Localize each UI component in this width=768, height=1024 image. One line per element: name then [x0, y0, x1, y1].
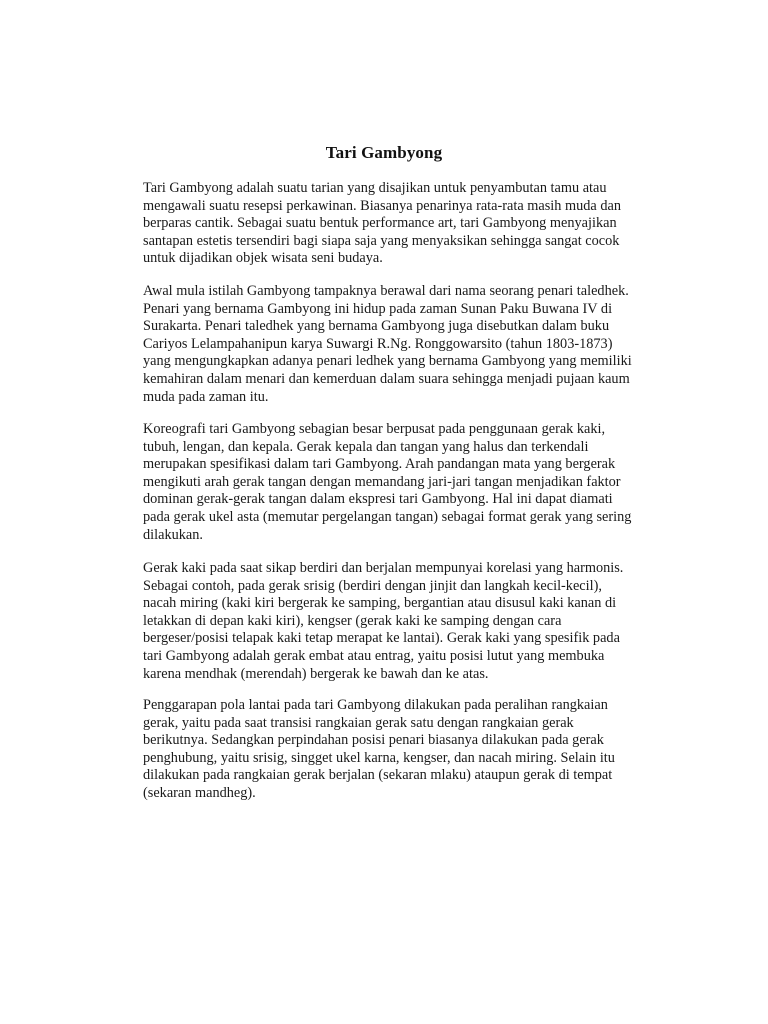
text-line: Tari Gambyong adalah suatu tarian yang disajikan untuk penyambutan tamu atau	[143, 180, 607, 196]
text-line: pada gerak ukel asta (memutar pergelangan tangan) sebagai format gerak yang sering	[143, 508, 632, 525]
text-line: untuk dijadikan objek wisata seni budaya.	[143, 250, 383, 267]
text-line: Sebagai contoh, pada gerak srisig (berdiri dengan jinjit dan langkah kecil-kecil),	[143, 577, 602, 594]
text-line: Surakarta. Penari taledhek yang bernama Gambyong juga disebutkan dalam buku	[143, 318, 610, 335]
text-line: mengikuti arah gerak tangan dengan memandang jari-jari tangan menjadikan faktor	[143, 473, 621, 490]
text-line: karena mendhak (merendah) bergerak ke bawah dan ke atas.	[143, 665, 489, 682]
text-line: tari Gambyong adalah gerak embat atau entrag, yaitu posisi lutut yang membuka	[143, 647, 605, 664]
text-line: dominan gerak-gerak tangan dalam ekspresi tari Gambyong. Hal ini dapat diamati	[143, 491, 613, 508]
text-line: merupakan spesifikasi dalam tari Gambyong. Arah pandangan mata yang bergerak	[143, 456, 616, 473]
text-line: Cariyos Lelampahanipun karya Suwargi R.Ng. Ronggowarsito (tahun 1803-1873)	[143, 335, 613, 352]
text-line: Penggarapan pola lantai pada tari Gambyong dilakukan pada peralihan rangkaian	[143, 697, 608, 713]
text-line: Koreografi tari Gambyong sebagian besar berpusat pada penggunaan gerak kaki,	[143, 421, 606, 437]
text-line: muda pada zaman itu.	[143, 388, 269, 405]
text-line: gerak, yaitu pada saat transisi rangkaian gerak satu dengan rangkaian gerak	[143, 714, 574, 731]
text-line: berparas cantik. Sebagai suatu bentuk performance art, tari Gambyong menyajikan	[143, 215, 617, 232]
paragraph-1	[143, 180, 643, 268]
paragraph-5	[143, 697, 643, 803]
text-line: bergeser/posisi telapak kaki tetap merapat ke lantai). Gerak kaki yang spesifik pada	[143, 630, 620, 647]
text-line: Gerak kaki pada saat sikap berdiri dan berjalan mempunyai korelasi yang harmonis.	[143, 560, 624, 576]
text-line: Penari yang bernama Gambyong ini hidup pada zaman Sunan Paku Buwana IV di	[143, 300, 613, 317]
text-line: dilakukan pada rangkaian gerak berjalan (sekaran mlaku) ataupun gerak di tempat	[143, 767, 613, 784]
text-line: berikutnya. Sedangkan perpindahan posisi penari biasanya dilakukan pada gerak	[143, 732, 604, 749]
text-line: nacah miring (kaki kiri bergerak ke samping, bergantian atau disusul kaki kanan di	[143, 595, 617, 612]
text-line: tubuh, lengan, dan kepala. Gerak kepala dan tangan yang halus dan terkendali	[143, 438, 589, 455]
paragraph-2	[143, 283, 643, 406]
text-line: dilakukan.	[143, 526, 203, 543]
text-line: mengawali suatu resepsi perkawinan. Biasanya penarinya rata-rata masih muda dan	[143, 197, 621, 214]
text-line: kemahiran dalam menari dan kemerduan dalam suara sehingga menjadi pujaan kaum	[143, 370, 630, 387]
paragraph-3	[143, 421, 643, 544]
text-line: Awal mula istilah Gambyong tampaknya berawal dari nama seorang penari taledhek.	[143, 283, 629, 299]
paragraph-4	[143, 560, 643, 683]
text-line: penghubung, yaitu srisig, singget ukel karna, kengser, dan nacah miring. Selain itu	[143, 749, 615, 766]
document-title: Tari Gambyong	[325, 143, 443, 162]
text-line: santapan estetis tersendiri bagi siapa saja yang menyaksikan sehingga sangat cocok	[143, 232, 620, 249]
text-line: yang mengungkapkan adanya penari ledhek yang bernama Gambyong yang memiliki	[143, 353, 632, 370]
text-line: letakkan di depan kaki kiri), kengser (gerak kaki ke samping dengan cara	[143, 612, 562, 629]
text-line: (sekaran mandheg).	[143, 784, 256, 801]
